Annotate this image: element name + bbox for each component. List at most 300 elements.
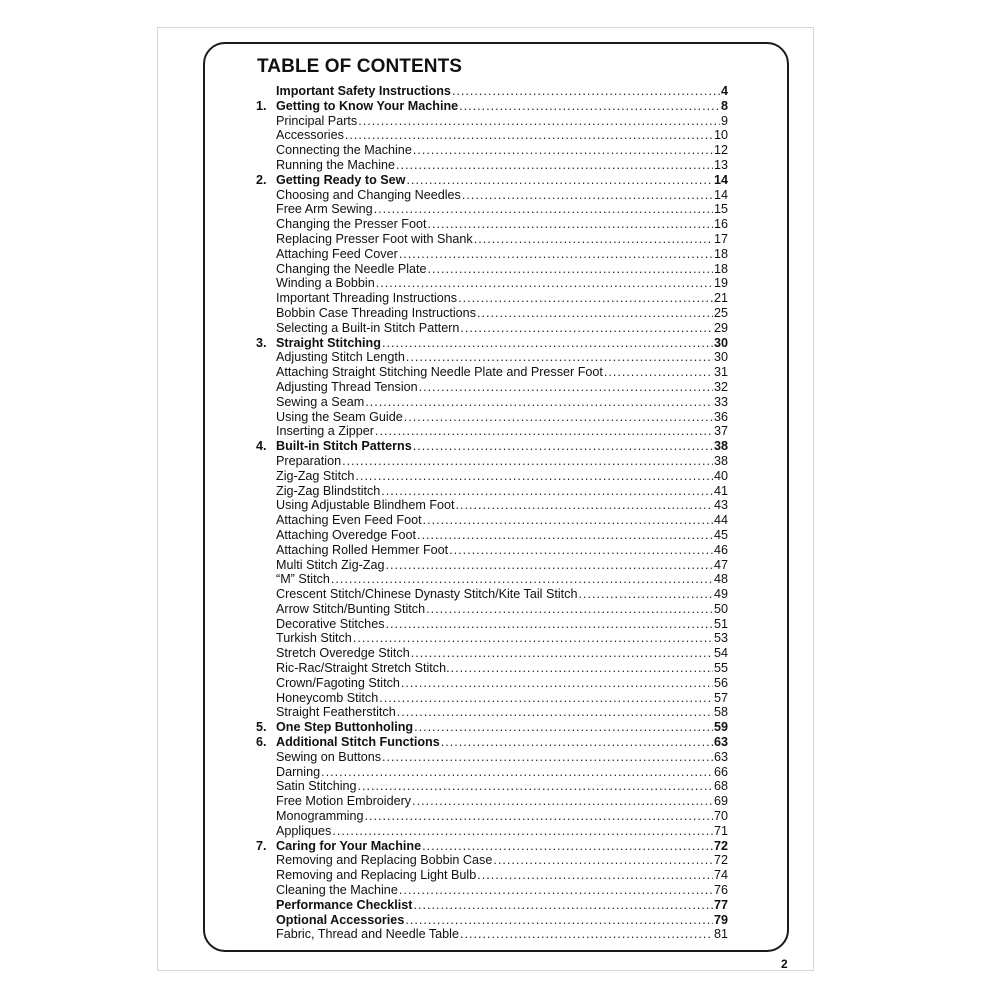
toc-entry-page: 18 xyxy=(713,246,728,261)
toc-entry xyxy=(256,868,728,883)
toc-entry xyxy=(256,853,728,868)
toc-entry-line xyxy=(276,395,728,410)
toc-entry-page: 48 xyxy=(713,572,728,587)
toc-dot-leader xyxy=(413,143,713,158)
toc-entry-page: 4 xyxy=(720,84,728,98)
toc-entry-line xyxy=(276,99,728,114)
toc-entry-label: Principal Parts xyxy=(276,113,358,128)
toc-entry-page: 76 xyxy=(713,883,728,898)
toc-entry-label: Straight Featherstitch xyxy=(276,705,396,720)
toc-entry-page: 44 xyxy=(713,513,728,528)
toc-entry-label: Free Motion Embroidery xyxy=(276,794,412,809)
toc-dot-leader xyxy=(451,661,713,676)
toc-entry-page: 57 xyxy=(713,690,728,705)
toc-entry xyxy=(256,158,728,173)
toc-entry xyxy=(256,750,728,765)
toc-dot-leader xyxy=(342,454,713,469)
toc-entry-label: Changing the Needle Plate xyxy=(276,261,427,276)
toc-entry-label: Attaching Rolled Hemmer Foot xyxy=(276,542,449,557)
toc-dot-leader xyxy=(462,188,713,203)
toc-entry xyxy=(256,291,728,306)
toc-dot-leader xyxy=(382,750,713,765)
toc-entry-label: Changing the Presser Foot xyxy=(276,217,427,232)
toc-entry-page: 69 xyxy=(713,794,728,809)
toc-entry-line xyxy=(276,439,728,454)
toc-entry xyxy=(256,188,728,203)
toc-entry xyxy=(256,202,728,217)
toc-entry-label: Getting Ready to Sew xyxy=(276,172,406,187)
toc-entry-line xyxy=(276,661,728,676)
toc-dot-leader xyxy=(414,720,713,735)
toc-dot-leader xyxy=(358,779,713,794)
toc-entry-page: 71 xyxy=(713,823,728,838)
toc-entry-page: 66 xyxy=(713,764,728,779)
toc-dot-leader xyxy=(381,484,713,499)
toc-entry-line xyxy=(276,321,728,336)
toc-entry xyxy=(256,809,728,824)
toc-dot-leader xyxy=(345,128,713,143)
toc-entry-label: Straight Stitching xyxy=(276,335,381,350)
toc-dot-leader xyxy=(452,84,720,99)
toc-entry-page: 63 xyxy=(713,735,728,750)
toc-entry-label: Performance Checklist xyxy=(276,897,413,912)
toc-entry-label: Using the Seam Guide xyxy=(276,409,403,424)
toc-entry-line xyxy=(276,306,728,321)
toc-entry-label: Bobbin Case Threading Instructions xyxy=(276,305,476,320)
toc-entry-page: 59 xyxy=(713,720,728,735)
toc-entry xyxy=(256,498,728,513)
toc-entry xyxy=(256,484,728,499)
toc-chapter-number: 6. xyxy=(256,735,267,750)
toc-entry xyxy=(256,676,728,691)
toc-dot-leader xyxy=(321,765,713,780)
toc-entry-label: One Step Buttonholing xyxy=(276,720,414,735)
toc-entry-line xyxy=(276,276,728,291)
toc-entry-label: Attaching Even Feed Foot xyxy=(276,513,422,528)
toc-dot-leader xyxy=(396,158,713,173)
toc-entry xyxy=(256,779,728,794)
toc-dot-leader xyxy=(428,262,713,277)
toc-entry-line xyxy=(276,498,728,513)
toc-entry-line xyxy=(276,558,728,573)
toc-entry-page: 68 xyxy=(713,779,728,794)
toc-dot-leader xyxy=(411,646,713,661)
toc-entry xyxy=(256,262,728,277)
toc-entry xyxy=(256,720,728,735)
toc-entry-label: Honeycomb Stitch xyxy=(276,690,379,705)
toc-entry-label: Decorative Stitches xyxy=(276,616,385,631)
toc-entry-page: 79 xyxy=(713,912,728,927)
toc-entry xyxy=(256,395,728,410)
toc-dot-leader xyxy=(477,868,713,883)
toc-entry xyxy=(256,454,728,469)
toc-entry-page: 70 xyxy=(713,809,728,824)
toc-dot-leader xyxy=(358,114,720,129)
toc-entry-line xyxy=(276,617,728,632)
toc-dot-leader xyxy=(355,469,713,484)
toc-entry-label: Inserting a Zipper xyxy=(276,424,375,439)
toc-dot-leader xyxy=(406,173,713,188)
toc-entry-page: 31 xyxy=(713,365,728,380)
page-number: 2 xyxy=(781,957,788,971)
toc-entry xyxy=(256,380,728,395)
toc-entry-line xyxy=(276,809,728,824)
toc-entry-label: Important Safety Instructions xyxy=(276,84,451,98)
toc-entry xyxy=(256,99,728,114)
toc-entry-label: Accessories xyxy=(276,128,344,143)
toc-entry-line xyxy=(276,587,728,602)
toc-entry-page: 36 xyxy=(713,409,728,424)
toc-entry-label: Winding a Bobbin xyxy=(276,276,375,291)
toc-entry xyxy=(256,439,728,454)
toc-chapter-number: 5. xyxy=(256,720,267,735)
toc-entry-line xyxy=(276,143,728,158)
toc-entry xyxy=(256,143,728,158)
toc-entry-page: 43 xyxy=(713,498,728,513)
toc-chapter-number: 2. xyxy=(256,172,267,187)
toc-entry xyxy=(256,898,728,913)
toc-entry xyxy=(256,128,728,143)
toc-entry-line xyxy=(276,646,728,661)
toc-entry-page: 14 xyxy=(713,187,728,202)
toc-entry-line xyxy=(276,676,728,691)
toc-entry-label: Adjusting Stitch Length xyxy=(276,350,405,365)
toc-entry-line xyxy=(276,735,728,750)
toc-entry-label: Darning xyxy=(276,764,321,779)
toc-entry-page: 21 xyxy=(713,291,728,306)
toc-entry-label: “M” Stitch xyxy=(276,572,330,587)
toc-entry-line xyxy=(276,720,728,735)
toc-entry-label: Appliques xyxy=(276,823,332,838)
toc-entry-line xyxy=(276,84,728,99)
toc-entry-label: Removing and Replacing Light Bulb xyxy=(276,868,477,883)
toc-entry xyxy=(256,321,728,336)
toc-entry-page: 45 xyxy=(713,527,728,542)
table-of-contents xyxy=(256,84,728,942)
toc-entry-page: 74 xyxy=(713,868,728,883)
toc-entry-line xyxy=(276,484,728,499)
toc-entry xyxy=(256,794,728,809)
toc-entry-page: 8 xyxy=(720,98,728,113)
toc-entry-page: 38 xyxy=(713,453,728,468)
toc-entry-page: 17 xyxy=(713,231,728,246)
toc-dot-leader xyxy=(412,794,713,809)
toc-entry-label: Removing and Replacing Bobbin Case xyxy=(276,853,493,868)
toc-entry-label: Free Arm Sewing xyxy=(276,202,373,217)
toc-entry xyxy=(256,276,728,291)
toc-entry xyxy=(256,691,728,706)
toc-entry-label: Zig-Zag Stitch xyxy=(276,468,355,483)
toc-dot-leader xyxy=(417,528,713,543)
toc-dot-leader xyxy=(374,202,713,217)
toc-chapter-number: 3. xyxy=(256,335,267,350)
toc-entry-line xyxy=(276,365,728,380)
toc-dot-leader xyxy=(426,602,713,617)
toc-entry xyxy=(256,646,728,661)
toc-entry-page: 13 xyxy=(713,157,728,172)
toc-entry-page: 29 xyxy=(713,320,728,335)
toc-entry-line xyxy=(276,380,728,395)
toc-dot-leader xyxy=(428,217,713,232)
toc-dot-leader xyxy=(397,705,713,720)
toc-entry xyxy=(256,587,728,602)
toc-entry xyxy=(256,839,728,854)
toc-entry-label: Selecting a Built-in Stitch Pattern xyxy=(276,320,460,335)
toc-entry xyxy=(256,232,728,247)
toc-chapter-number: 4. xyxy=(256,439,267,454)
toc-dot-leader xyxy=(423,513,713,528)
toc-dot-leader xyxy=(401,676,713,691)
toc-entry-line xyxy=(276,188,728,203)
toc-entry-page: 56 xyxy=(713,675,728,690)
toc-entry xyxy=(256,336,728,351)
toc-dot-leader xyxy=(604,365,713,380)
toc-entry-page: 14 xyxy=(713,172,728,187)
toc-entry-line xyxy=(276,128,728,143)
toc-entry xyxy=(256,84,728,99)
toc-entry-page: 10 xyxy=(713,128,728,143)
toc-dot-leader xyxy=(376,276,713,291)
toc-entry-page: 30 xyxy=(713,335,728,350)
toc-entry-label: Ric-Rac/Straight Stretch Stitch. xyxy=(276,661,450,676)
toc-entry-line xyxy=(276,158,728,173)
toc-entry-label: Sewing on Buttons xyxy=(276,749,382,764)
toc-dot-leader xyxy=(458,291,713,306)
toc-dot-leader xyxy=(414,898,713,913)
toc-chapter-number: 7. xyxy=(256,838,267,853)
toc-entry-label: Fabric, Thread and Needle Table xyxy=(276,927,459,942)
toc-entry xyxy=(256,543,728,558)
toc-entry-line xyxy=(276,765,728,780)
toc-entry xyxy=(256,217,728,232)
toc-entry-label: Attaching Straight Stitching Needle Plate and Presser Foot xyxy=(276,365,603,380)
toc-dot-leader xyxy=(449,543,713,558)
toc-entry-label: Crown/Fagoting Stitch xyxy=(276,675,400,690)
toc-entry-page: 9 xyxy=(720,113,728,128)
toc-dot-leader xyxy=(459,99,720,114)
toc-entry-label: Using Adjustable Blindhem Foot xyxy=(276,498,455,513)
page-title: TABLE OF CONTENTS xyxy=(257,56,463,77)
toc-dot-leader xyxy=(493,853,713,868)
toc-entry-line xyxy=(276,410,728,425)
toc-entry-line xyxy=(276,543,728,558)
toc-entry xyxy=(256,558,728,573)
toc-dot-leader xyxy=(386,617,713,632)
toc-entry-line xyxy=(276,913,728,928)
toc-dot-leader xyxy=(353,631,713,646)
toc-entry-page: 33 xyxy=(713,394,728,409)
toc-entry-page: 50 xyxy=(713,601,728,616)
toc-dot-leader xyxy=(379,691,713,706)
toc-entry-label: Preparation xyxy=(276,453,342,468)
toc-entry-page: 81 xyxy=(713,927,728,942)
toc-entry-line xyxy=(276,853,728,868)
toc-entry-label: Replacing Presser Foot with Shank xyxy=(276,231,473,246)
toc-dot-leader xyxy=(578,587,713,602)
toc-entry-line xyxy=(276,691,728,706)
toc-entry-label: Multi Stitch Zig-Zag xyxy=(276,557,385,572)
toc-entry-label: Important Threading Instructions xyxy=(276,291,458,306)
toc-entry xyxy=(256,424,728,439)
toc-entry-page: 40 xyxy=(713,468,728,483)
toc-dot-leader xyxy=(422,839,713,854)
toc-entry-page: 53 xyxy=(713,631,728,646)
toc-entry-label: Zig-Zag Blindstitch xyxy=(276,483,381,498)
toc-entry-page: 19 xyxy=(713,276,728,291)
toc-entry-line xyxy=(276,705,728,720)
toc-entry xyxy=(256,528,728,543)
toc-entry-page: 54 xyxy=(713,646,728,661)
toc-entry-line xyxy=(276,291,728,306)
toc-entry-line xyxy=(276,454,728,469)
toc-entry-page: 25 xyxy=(713,305,728,320)
toc-entry-line xyxy=(276,247,728,262)
toc-entry xyxy=(256,735,728,750)
toc-entry xyxy=(256,927,728,942)
toc-entry-page: 18 xyxy=(713,261,728,276)
toc-entry-label: Turkish Stitch xyxy=(276,631,352,646)
toc-entry xyxy=(256,513,728,528)
toc-entry-page: 58 xyxy=(713,705,728,720)
toc-entry-line xyxy=(276,750,728,765)
toc-entry xyxy=(256,572,728,587)
toc-entry-label: Connecting the Machine xyxy=(276,143,412,158)
toc-dot-leader xyxy=(399,247,713,262)
toc-entry-page: 16 xyxy=(713,217,728,232)
toc-entry xyxy=(256,602,728,617)
toc-entry-label: Satin Stitching xyxy=(276,779,357,794)
toc-entry-line xyxy=(276,217,728,232)
toc-entry-page: 46 xyxy=(713,542,728,557)
toc-entry-page: 30 xyxy=(713,350,728,365)
toc-entry-label: Attaching Feed Cover xyxy=(276,246,398,261)
toc-entry-label: Crescent Stitch/Chinese Dynasty Stitch/Kite Tail Stitch xyxy=(276,587,578,602)
toc-dot-leader xyxy=(477,306,713,321)
toc-entry-label: Built-in Stitch Patterns xyxy=(276,439,412,454)
toc-entry-page: 55 xyxy=(713,661,728,676)
toc-entry-line xyxy=(276,883,728,898)
toc-entry-line xyxy=(276,572,728,587)
toc-entry-line xyxy=(276,513,728,528)
toc-dot-leader xyxy=(413,439,713,454)
toc-entry xyxy=(256,306,728,321)
toc-entry-label: Additional Stitch Functions xyxy=(276,735,440,750)
toc-entry-page: 63 xyxy=(713,749,728,764)
toc-entry xyxy=(256,365,728,380)
toc-entry-line xyxy=(276,114,728,129)
toc-entry xyxy=(256,824,728,839)
toc-entry-label: Cleaning the Machine xyxy=(276,883,398,898)
toc-entry-line xyxy=(276,202,728,217)
toc-dot-leader xyxy=(460,321,713,336)
toc-entry-page: 41 xyxy=(713,483,728,498)
toc-entry-line xyxy=(276,794,728,809)
toc-entry-page: 72 xyxy=(713,838,728,853)
toc-entry xyxy=(256,883,728,898)
toc-entry-line xyxy=(276,824,728,839)
toc-dot-leader xyxy=(365,395,713,410)
toc-entry-label: Adjusting Thread Tension xyxy=(276,379,418,394)
toc-entry-label: Getting to Know Your Machine xyxy=(276,98,459,113)
toc-entry-label: Caring for Your Machine xyxy=(276,838,422,853)
toc-entry-label: Arrow Stitch/Bunting Stitch xyxy=(276,601,426,616)
toc-dot-leader xyxy=(365,809,713,824)
toc-entry-label: Attaching Overedge Foot xyxy=(276,527,417,542)
toc-entry-label: Optional Accessories xyxy=(276,912,405,927)
toc-entry xyxy=(256,913,728,928)
toc-entry-line xyxy=(276,262,728,277)
toc-entry-label: Sewing a Seam xyxy=(276,394,365,409)
toc-entry-page: 51 xyxy=(713,616,728,631)
toc-entry-line xyxy=(276,839,728,854)
toc-chapter-number: 1. xyxy=(256,98,267,113)
toc-entry xyxy=(256,173,728,188)
toc-entry xyxy=(256,350,728,365)
toc-entry-label: Stretch Overedge Stitch xyxy=(276,646,410,661)
toc-entry-line xyxy=(276,232,728,247)
toc-entry xyxy=(256,617,728,632)
toc-entry-line xyxy=(276,779,728,794)
toc-dot-leader xyxy=(460,927,713,942)
toc-entry-label: Running the Machine xyxy=(276,157,396,172)
toc-entry-page: 77 xyxy=(713,897,728,912)
toc-entry-page: 12 xyxy=(713,143,728,158)
toc-entry-line xyxy=(276,927,728,942)
toc-entry-line xyxy=(276,631,728,646)
toc-dot-leader xyxy=(405,913,713,928)
toc-dot-leader xyxy=(331,572,713,587)
toc-entry-line xyxy=(276,602,728,617)
toc-dot-leader xyxy=(419,380,713,395)
toc-entry xyxy=(256,410,728,425)
toc-dot-leader xyxy=(456,498,713,513)
toc-dot-leader xyxy=(474,232,713,247)
toc-entry xyxy=(256,631,728,646)
toc-dot-leader xyxy=(382,336,713,351)
toc-entry xyxy=(256,247,728,262)
toc-entry-line xyxy=(276,469,728,484)
toc-dot-leader xyxy=(385,558,713,573)
toc-entry-line xyxy=(276,336,728,351)
toc-entry xyxy=(256,661,728,676)
toc-dot-leader xyxy=(406,350,713,365)
toc-entry-line xyxy=(276,424,728,439)
toc-entry-page: 47 xyxy=(713,557,728,572)
toc-dot-leader xyxy=(399,883,713,898)
toc-entry xyxy=(256,114,728,129)
toc-entry-page: 49 xyxy=(713,587,728,602)
toc-entry-page: 38 xyxy=(713,439,728,454)
toc-dot-leader xyxy=(375,424,713,439)
toc-dot-leader xyxy=(404,410,713,425)
toc-dot-leader xyxy=(332,824,713,839)
toc-dot-leader xyxy=(441,735,713,750)
toc-entry-line xyxy=(276,868,728,883)
toc-entry-line xyxy=(276,898,728,913)
toc-entry xyxy=(256,469,728,484)
toc-entry xyxy=(256,705,728,720)
toc-entry-page: 32 xyxy=(713,379,728,394)
toc-entry-line xyxy=(276,350,728,365)
toc-entry-line xyxy=(276,173,728,188)
toc-entry-page: 72 xyxy=(713,853,728,868)
toc-entry-label: Choosing and Changing Needles xyxy=(276,187,461,202)
toc-entry-line xyxy=(276,528,728,543)
toc-entry-page: 15 xyxy=(713,202,728,217)
toc-entry-label: Monogramming xyxy=(276,809,364,824)
toc-entry xyxy=(256,765,728,780)
toc-entry-page: 37 xyxy=(713,424,728,439)
